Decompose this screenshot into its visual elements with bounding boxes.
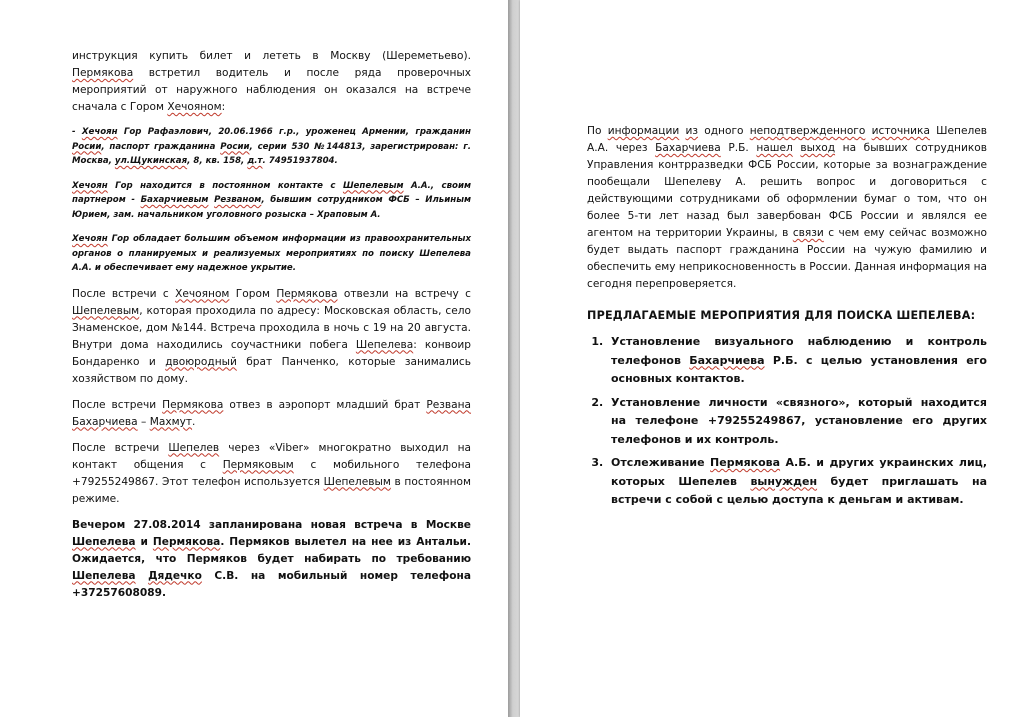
text-run: Отслеживание: [611, 456, 711, 469]
misspelled-word: Хечояном: [167, 101, 222, 113]
text-run: Установление личности «связного», который находится на телефоне +79255249867, установление его других телефонов и их контроль.: [611, 395, 987, 446]
misspelled-word: Шепелевым: [342, 180, 404, 191]
misspelled-word: Пермякова: [162, 398, 224, 411]
misspelled-word: Шепелева: [72, 569, 136, 582]
misspelled-word: неподтвержденного: [749, 125, 866, 137]
misspelled-word: Хечояном: [175, 287, 230, 300]
section-heading: ПРЕДЛАГАЕМЫЕ МЕРОПРИЯТИЯ ДЛЯ ПОИСКА ШЕПЕЛЕВА:: [587, 309, 976, 322]
misspelled-word: Бахарчиева: [72, 415, 138, 428]
text-run: отвезли на встречу с: [337, 287, 471, 300]
page-gutter: [508, 0, 520, 717]
text-run: , 8, кв. 158,: [187, 156, 248, 166]
misspelled-word: Шепелевым: [323, 475, 391, 488]
misspelled-word: двоюродный: [165, 355, 237, 368]
paragraph-dossier: [72, 125, 471, 169]
text-run: А.Б. и других украинских лиц, которых Шепелев: [611, 456, 987, 488]
text-run: -: [72, 127, 82, 137]
text-run: : конвоир Бондаренко и: [72, 338, 472, 368]
misspelled-word: Резвана: [426, 398, 472, 411]
text-run: Установление визуального наблюдению и контроль телефонов: [611, 335, 987, 367]
misspelled-word: Шепелева: [72, 535, 136, 548]
document-page-left: [0, 0, 508, 717]
text-run: и: [135, 535, 153, 548]
paragraph: [72, 440, 471, 508]
text-run: с чем ему сейчас возможно будет выдать паспорт гражданина России на чужую фамилию и обеспечить ему неприкосновенность в России. Данная информация на сегодня перепроверяется.: [587, 227, 987, 290]
misspelled-word: Пермякова: [152, 535, 221, 548]
measures-list: [587, 333, 987, 510]
text-run: , которая проходила по адресу: Московская область, село Знаменское, дом №144. Встреча проходила в ночь с 19 на 20 августа. Внутри дома находились соучастники побега: [72, 304, 471, 351]
text-run: После встречи: [72, 441, 169, 454]
misspelled-word: Шепелевым: [72, 304, 140, 317]
misspelled-word: Махмут: [149, 415, 193, 428]
misspelled-word: Росии: [72, 141, 102, 152]
paragraph: [72, 286, 471, 388]
text-run: на бывших сотрудников Управления контрразведки ФСБ России, которые за вознаграждение пообещали Шепелеву А. решить вопрос и договориться с действующими сотрудниками об оформлении бумаг о том, что он более 5-ти лет назад был завербован ФСБ России и являлся ее агентом на территории Украины, в: [587, 142, 987, 239]
misspelled-word: информации: [607, 125, 680, 137]
text-run: Гором: [229, 287, 277, 300]
text-run: инструкция купить билет и лететь в Москву (Шереметьево).: [72, 50, 471, 62]
text-run: –: [137, 415, 150, 428]
document-page-right: [520, 0, 1024, 717]
paragraph-contacts: [72, 179, 471, 223]
misspelled-word: Хечоян: [72, 234, 108, 244]
text-run: Гор находится в постоянном контакте с: [107, 180, 343, 191]
text-run: отвез в аэропорт младший брат: [223, 398, 427, 411]
text-run: . Пермяков вылетел на нее из Антальи. Ожидается, что Пермяков будет набирать по требованию: [72, 535, 471, 565]
text-run: брат Панченко, которые занимались хозяйством по дому.: [72, 355, 471, 385]
text-run: Шепелев А.А. через: [587, 125, 987, 154]
text-run: . 74951937804.: [262, 156, 338, 166]
misspelled-word: выход: [800, 142, 836, 154]
text-run: Гор обладает большим объемом информации из правоохранительных органов о планируемых и реализуемых мероприятиях по поиску Шепелева А.А. и обеспечивает ему надежное укрытие.: [72, 234, 471, 273]
text-run: , паспорт гражданина: [101, 141, 221, 152]
paragraph-bold: [72, 517, 471, 602]
misspelled-word: Шепелев: [168, 441, 220, 454]
page-right-content: [587, 123, 987, 515]
misspelled-word: Бахарчиевым: [140, 195, 209, 205]
misspelled-word: Бахарчиева: [689, 353, 765, 367]
text-run: :: [221, 101, 226, 113]
text-run: [136, 570, 149, 582]
page-left-content: [72, 48, 471, 602]
misspelled-word: нашел: [756, 142, 793, 154]
text-run: встретил водитель и после ряда проверочных мероприятий от наружного наблюдения он оказался на встрече сначала с Гором: [72, 67, 471, 113]
text-run: одного: [698, 125, 750, 137]
list-item: [607, 454, 987, 510]
misspelled-word: д.т: [247, 156, 263, 166]
misspelled-word: связи: [792, 227, 824, 239]
text-run: Гор Рафаэлович, 20.06.1966 г.р., уроженец Армении, гражданин: [117, 127, 471, 137]
misspelled-word: Пермяковым: [222, 458, 294, 471]
misspelled-word: Хечоян: [81, 127, 118, 137]
paragraph: [72, 397, 471, 431]
text-run: , серии 530 №144813, зарегистрирован: г. Москва,: [72, 141, 471, 166]
text-run: Р.Б. с целью установления его основных контактов.: [611, 353, 987, 385]
text-run: После встречи с: [72, 287, 176, 300]
text-run: Р.Б.: [720, 142, 757, 154]
misspelled-word: Пермякова: [72, 67, 134, 79]
misspelled-word: Шепелева: [355, 338, 414, 351]
text-run: будет приглашать на встречи с собой с целью доступа к деньгам и активам.: [611, 474, 987, 506]
list-item: [607, 394, 987, 450]
misspelled-word: Пермякова: [276, 287, 338, 300]
paragraph: [72, 48, 471, 116]
text-run: По: [587, 125, 608, 137]
misspelled-word: Хечоян: [72, 180, 108, 191]
misspelled-word: источника: [871, 125, 930, 137]
text-run: После встречи: [72, 398, 163, 411]
misspelled-word: ул.Щукинская: [114, 156, 188, 166]
misspelled-word: Пермякова: [710, 456, 781, 469]
misspelled-word: вынужден: [750, 474, 818, 488]
misspelled-word: Росии: [220, 141, 250, 152]
text-run: .: [192, 415, 196, 428]
text-run: С.В. на мобильный номер телефона +37257608089.: [72, 569, 471, 599]
text-run: в постоянном режиме.: [72, 475, 471, 505]
text-run: А.А., своим партнером -: [72, 180, 472, 205]
misspelled-word: из: [685, 125, 699, 137]
misspelled-word: Резваном: [214, 195, 262, 205]
text-run: , бывшим сотрудником ФСБ – Ильиным Юрием, зам. начальником уголовного розыска – Храповым А.: [72, 195, 471, 220]
text-run: через «Viber» многократно выходил на контакт общения с: [72, 441, 472, 471]
misspelled-word: Бахарчиева: [655, 142, 721, 154]
text-run: Вечером 27.08.2014 запланирована новая встреча в Москве: [72, 518, 471, 531]
paragraph: [587, 123, 987, 293]
paragraph-info: [72, 232, 471, 276]
list-item: [607, 333, 987, 389]
text-run: с мобильного телефона +79255249867. Этот телефон используется: [72, 458, 471, 488]
misspelled-word: Дядечко: [148, 569, 202, 582]
